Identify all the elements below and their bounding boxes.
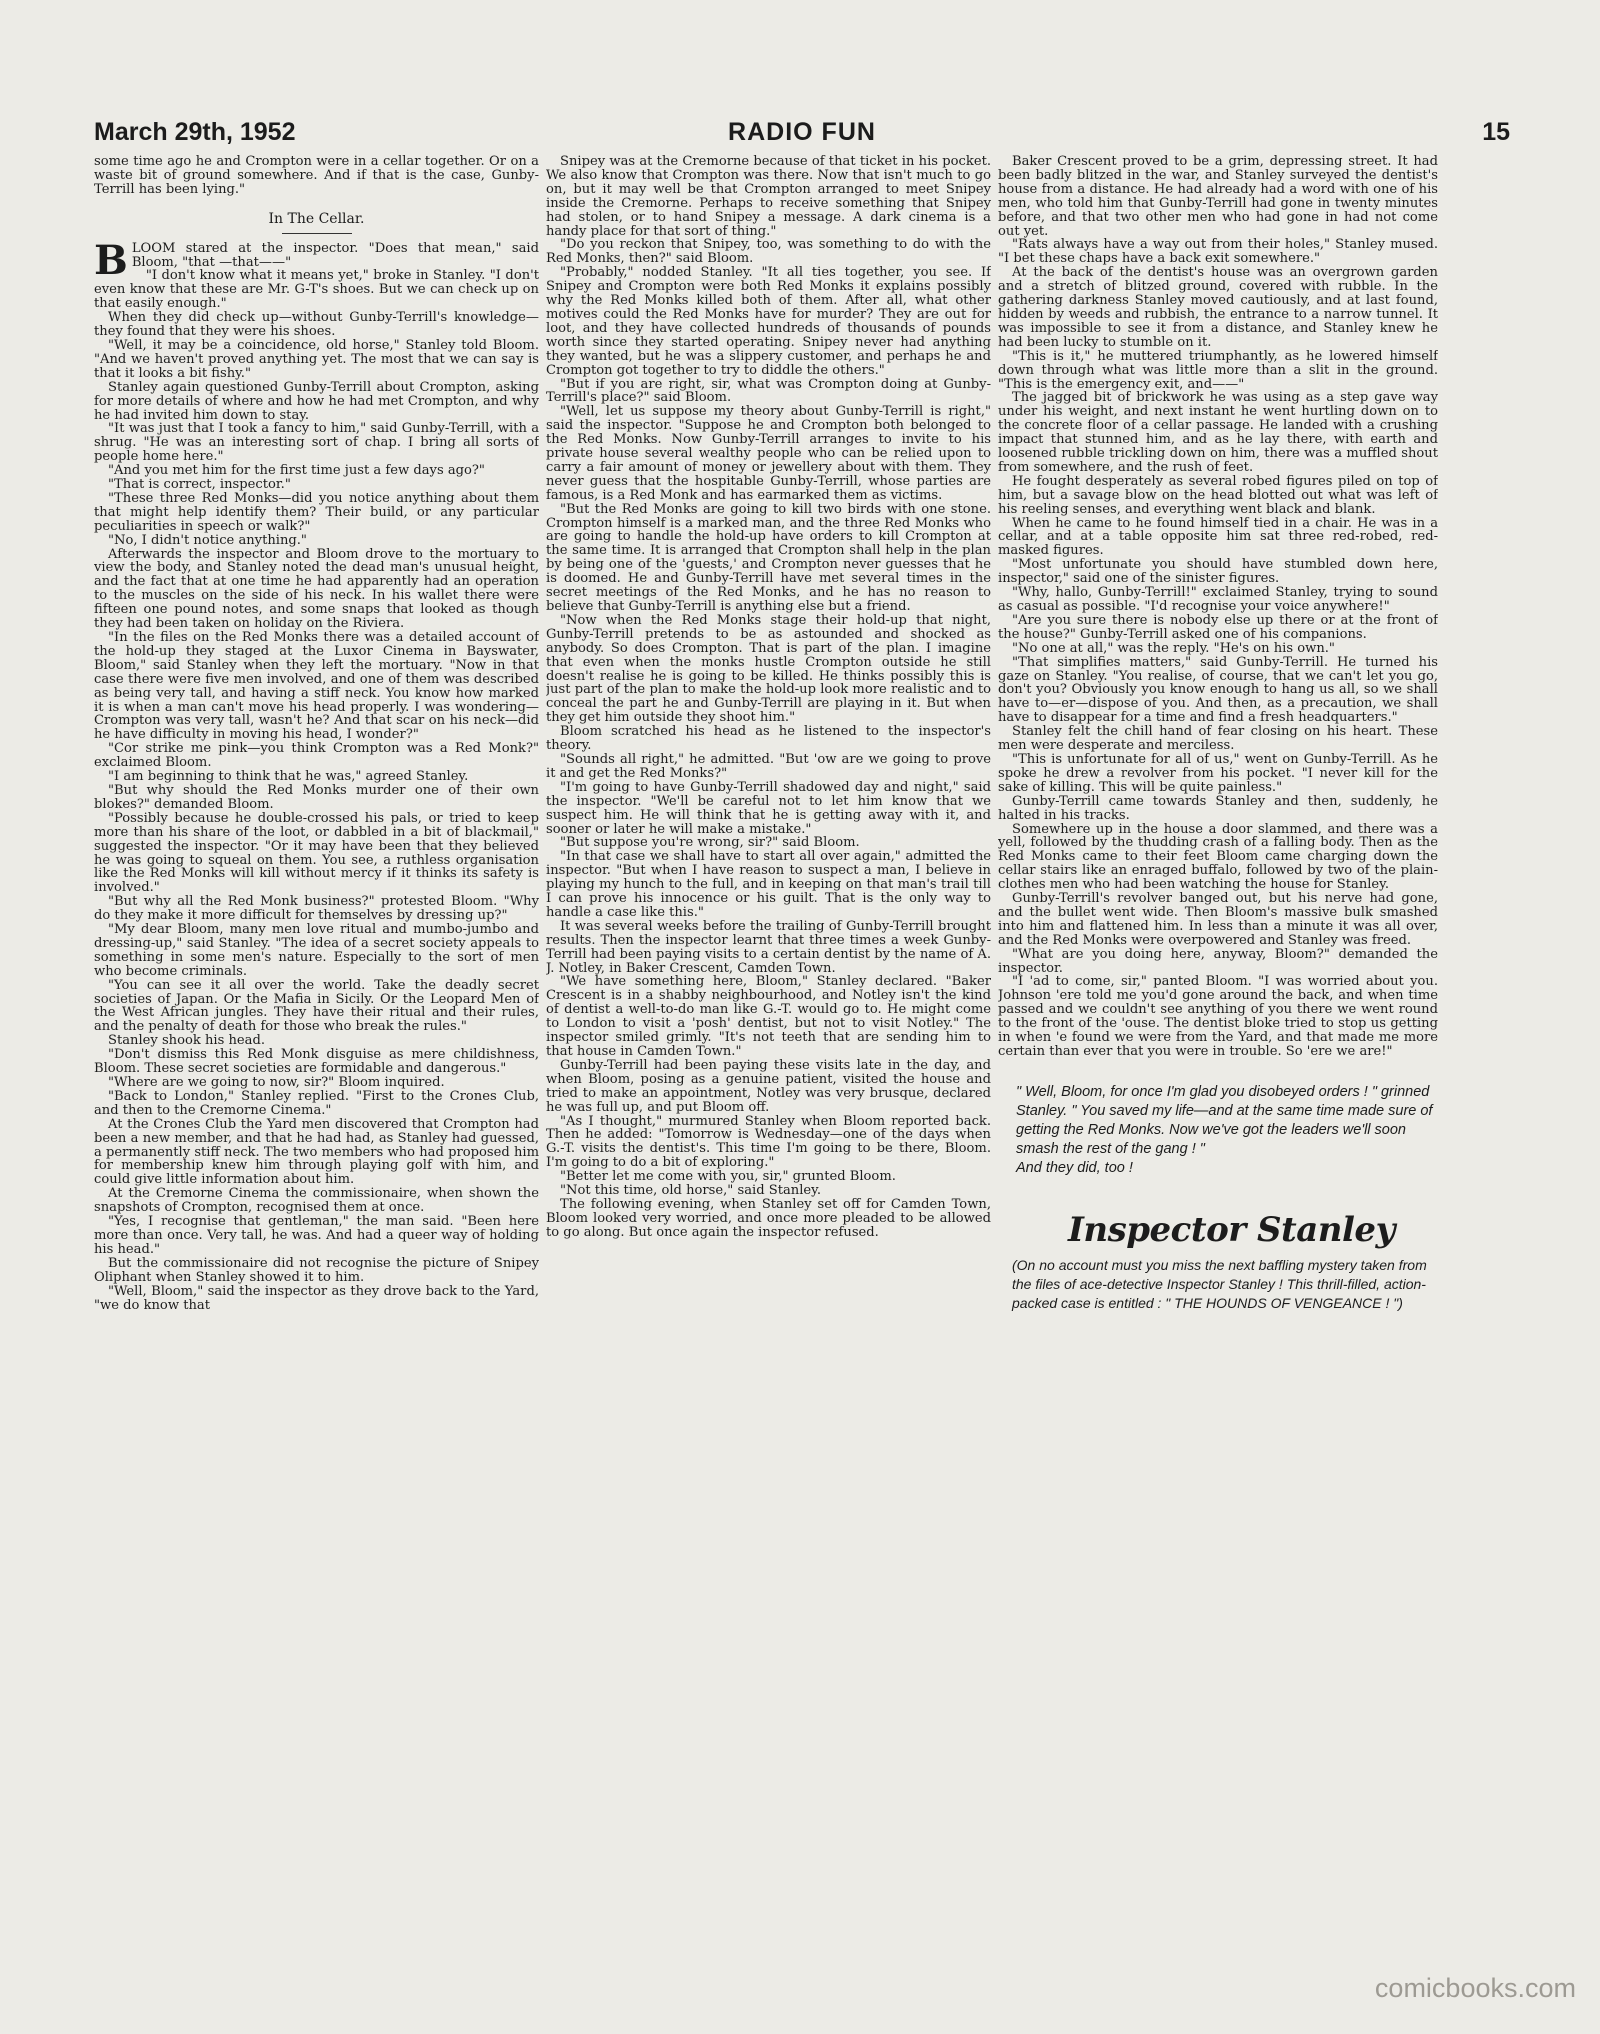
- article-paragraph: "Most unfortunate you should have stumbled down here, inspector," said one of the sinister figures.: [998, 557, 1438, 587]
- article-paragraph: Gunby-Terrill came towards Stanley and then, suddenly, he halted in his tracks.: [998, 793, 1438, 823]
- article-paragraph: Somewhere up in the house a door slammed, and there was a yell, followed by the thudding crash of a falling body. Then as the Red Monks came to their feet Bloom came charging down the cellar stairs like an enraged buffalo, followed by two of the plain-clothes men who had been watching the house for Stanley.: [998, 821, 1438, 893]
- article-paragraph: "I am beginning to think that he was," agreed Stanley.: [108, 769, 469, 785]
- article-paragraph: "Where are we going to now, sir?" Bloom inquired.: [108, 1075, 445, 1090]
- article-paragraph: "These three Red Monks—did you notice anything about them that might help identify them? Their build, or any particular peculiarities in speech or walk?": [94, 490, 539, 534]
- article-paragraph: Gunby-Terrill's revolver banged out, but his nerve had gone, and the bullet went wide. Then Bloom's massive bulk smashed into him and flattened him. In less than a minute it was all over, and the Red Monks were overpowered and Stanley was freed.: [998, 891, 1438, 948]
- article-paragraph: "Now when the Red Monks stage their hold-up that night, Gunby-Terrill pretends to be as astounded and shocked as anybody. So does Crompton. That is part of the plan. I imagine that even when the monks hustle Crompton outside he still doesn't realise he is going to be killed. He thinks possibly this is just part of the plan to make the hold-up look more realistic and to conceal the part he and Gunby-Terrill are playing in it. But when they get him outside they shoot him.": [546, 612, 991, 726]
- article-paragraph: "Why, hallo, Gunby-Terrill!" exclaimed Stanley, trying to sound as casual as possible. "I'd recognise your voice anywhere!": [998, 585, 1438, 614]
- article-paragraph: "What are you doing here, anyway, Bloom?" demanded the inspector.: [998, 946, 1438, 976]
- subheading-rule: [282, 233, 352, 234]
- column-1-body: [94, 269, 539, 1312]
- article-paragraph: It was several weeks before the trailing of Gunby-Terrill brought results. Then the inspector learnt that three times a week Gunby-Terrill had been paying visits to a certain dentist by the name of A. J. Notley, in Baker Crescent, Camden Town.: [546, 918, 991, 976]
- article-paragraph: When they did check up—without Gunby-Terrill's knowledge—they found that they were his shoes.: [94, 310, 539, 340]
- article-paragraph: "Better let me come with you, sir," grunted Bloom.: [560, 1169, 896, 1185]
- closing-quote: [1016, 1083, 1434, 1178]
- article-paragraph: "Do you reckon that Snipey, too, was something to do with the Red Monks, then?" said Bloom.: [546, 237, 991, 267]
- article-paragraph: "I don't know what it means yet," broke in Stanley. "I don't even know that these are Mr. G-T's shoes. But we can check up on that easily enough.": [94, 268, 539, 312]
- article-paragraph: Snipey was at the Cremorne because of that ticket in his pocket. We also know that Crompton was there. Now that isn't much to go on, but it may well be that Crompton arranged to meet Snipey inside the Cremorne. Perhaps to receive something that Snipey had stolen, or to hand Snipey a message. A dark cinema is a handy place for that sort of thing.": [546, 155, 991, 239]
- article-paragraph: The jagged bit of brickwork he was using as a step gave way under his weight, and next instant he went hurtling down on to the concrete floor of a cellar passage. He landed with a crushing impact that stunned him, and as he lay there, with earth and loosened rubble trickling down on him, there was a muffled shout from somewhere, and the rush of feet.: [998, 390, 1438, 475]
- article-paragraph: Stanley felt the chill hand of fear closing on his heart. These men were desperate and merciless.: [998, 724, 1438, 754]
- article-paragraph: "In that case we shall have to start all over again," admitted the inspector. "But when I have reason to suspect a man, I believe in playing my hunch to the full, and in keeping on that man's trail till I can prove his innocence or his guilt. That is the only way to handle a case like this.": [546, 849, 991, 920]
- article-paragraph: At the Crones Club the Yard men discovered that Crompton had been a new member, and that he had had, as Stanley had guessed, a permanently stiff neck. The two members who had proposed him for membership knew him through playing golf with him, and could give little information about him.: [94, 1116, 539, 1188]
- article-paragraph: "Cor strike me pink—you think Crompton was a Red Monk?" exclaimed Bloom.: [94, 741, 539, 771]
- drop-cap-paragraph: [94, 236, 539, 284]
- article-paragraph: But the commissionaire did not recognise the picture of Snipey Oliphant when Stanley showed it to him.: [94, 1255, 539, 1285]
- article-paragraph: "No one at all," was the reply. "He's on his own.": [1012, 640, 1335, 656]
- article-paragraph: "We have something here, Bloom," Stanley declared. "Baker Crescent is in a shabby neighbourhood, and Notley isn't the kind of dentist a well-to-do man like G.-T. would go to. He might come to London to visit a 'posh' dentist, but not to visit Notley." The inspector smiled grimly. "It's not teeth that are sending him to that house in Camden Town.": [546, 974, 991, 1059]
- article-paragraph: "No, I didn't notice anything.": [108, 532, 307, 548]
- page-header: [94, 112, 1510, 152]
- column-1-lead: some time ago he and Crompton were in a cellar together. Or on a waste bit of ground somewhere. And if that is the case, Gunby-Terrill has been lying.": [94, 155, 539, 197]
- article-paragraph: Stanley shook his head.: [108, 1033, 266, 1049]
- drop-cap: B: [94, 236, 128, 284]
- article-paragraph: "But why all the Red Monk business?" protested Bloom. "Why do they make it more difficult for themselves by dressing up?": [94, 894, 539, 924]
- article-paragraph: "Don't dismiss this Red Monk disguise as mere childishness, Bloom. These secret societies are formidable and dangerous.": [94, 1047, 539, 1077]
- article-paragraph: Bloom scratched his head as he listened to the inspector's theory.: [546, 724, 991, 754]
- article-paragraph: He fought desperately as several robed figures piled on top of him, but a savage blow on the head blotted out what was left of his reeling senses, and everything went black and blank.: [998, 473, 1438, 517]
- article-paragraph: "I 'ad to come, sir," panted Bloom. "I was worried about you. Johnson 'ere told me you'd gone around the back, and when time passed and we couldn't see anything of you there we went round to the front of the 'ouse. The dentist bloke tried to stop us getting in when 'e found we were from the Yard, and that made me more certain than ever that you were in trouble. So 'ere we are!": [998, 974, 1438, 1059]
- article-paragraph: Baker Crescent proved to be a grim, depressing street. It had been badly blitzed in the war, and Stanley surveyed the dentist's house from a distance. He had already had a word with one of his men, who told him that Gunby-Terrill had gone in twenty minutes before, and that two other men who had gone in had not come out yet.: [998, 155, 1438, 239]
- article-paragraph: The following evening, when Stanley set off for Camden Town, Bloom looked very worried, and once more pleaded to be allowed to go along. But once again the inspector refused.: [546, 1196, 991, 1240]
- article-paragraph: "Are you sure there is nobody else up there or at the front of the house?" Gunby-Terrill asked one of his companions.: [998, 612, 1438, 642]
- article-paragraph: "Well, Bloom," said the inspector as they drove back to the Yard, "we do know that: [94, 1283, 539, 1313]
- article-paragraph: "Rats always have a way out from their holes," Stanley mused. "I bet these chaps have a back exit somewhere.": [998, 237, 1438, 267]
- column-2-body: [546, 155, 991, 1240]
- article-paragraph: "Yes, I recognise that gentleman," the man said. "Been here more than once. Very tall, he was. And had a queer way of holding his head.": [94, 1214, 539, 1257]
- article-columns: [94, 155, 1514, 1915]
- column-3-body: [998, 155, 1438, 1059]
- article-paragraph: "This is unfortunate for all of us," went on Gunby-Terrill. As he spoke he drew a revolver from his pocket. "I never kill for the sake of killing. This will be quite painless.": [998, 751, 1438, 795]
- article-paragraph: When he came to he found himself tied in a chair. He was in a cellar, and at a table opposite him sat three red-robed, red-masked figures.: [998, 515, 1438, 559]
- article-paragraph: "That simplifies matters," said Gunby-Terrill. He turned his gaze on Stanley. "You realise, of course, that we can't let you go, don't you? Obviously you know enough to hang us all, so we shall have to—er—dispose of you. And then, as a precaution, we shall have to disappear for a time and find a fresh headquarters.": [998, 654, 1438, 726]
- article-paragraph: "But if you are right, sir, what was Crompton doing at Gunby-Terrill's place?" said Bloom.: [546, 376, 991, 406]
- article-paragraph: "But why should the Red Monks murder one of their own blokes?" demanded Bloom.: [94, 782, 539, 812]
- column-1: [94, 155, 539, 1915]
- column-2: [546, 155, 991, 1915]
- article-paragraph: "Not this time, old horse," said Stanley.: [560, 1183, 821, 1199]
- article-paragraph: "I'm going to have Gunby-Terrill shadowed day and night," said the inspector. "We'll be careful not to let him know that we suspect him. He will think that he is getting away with it, and sooner or later he will make a mistake.": [546, 779, 991, 837]
- article-paragraph: Stanley again questioned Gunby-Terrill about Crompton, asking for more details of where and how he had met Crompton, and why he had invited him down to stay.: [94, 379, 539, 423]
- article-paragraph: "Sounds all right," he admitted. "But 'ow are we going to prove it and get the Red Monks?": [546, 751, 991, 781]
- article-paragraph: Afterwards the inspector and Bloom drove to the mortuary to view the body, and Stanley noted the dead man's unusual height, and the fact that at one time he had apparently had an operation to the muscles on the side of his neck. In his wallet there were fifteen one pound notes, and some snaps that looked as though they had been taken on holiday on the Riviera.: [94, 546, 539, 632]
- article-paragraph: "In the files on the Red Monks there was a detailed account of the hold-up they staged at the Luxor Cinema in Bayswater, Bloom," said Stanley when they left the mortuary. "Now in that case there were five men involved, and one of them was described as being very tall, and having a stiff neck. You know how marked it is when a man can't move his head properly. I was wondering—Crompton was very tall, wasn't he? And that scar on his neck—did he have difficulty in moving his head, I wonder?": [94, 630, 539, 743]
- article-paragraph: "You can see it all over the world. Take the deadly secret societies of Japan. Or the Mafia in Sicily. Or the Leopard Men of the West African jungles. They have their ritual and their rules, and the penalty of death for those who break the rules.": [94, 977, 539, 1035]
- article-paragraph: "Possibly because he double-crossed his pals, or tried to keep more than his share of the loot, or dabbled in a bit of blackmail," suggested the inspector. "Or it may have been that they believed he was going to squeal on them. You see, a ruthless organisation like the Red Monks will kill without mercy if it thinks its safety is involved.": [94, 810, 539, 896]
- page-number: 15: [1482, 118, 1510, 146]
- article-paragraph: "Probably," nodded Stanley. "It all ties together, you see. If Snipey and Crompton were both Red Monks it explains possibly why the Red Monks killed both of them. After all, what other motives could the Red Monks have for murder? They are out for loot, and they have collected hundreds of thousands of pounds worth since they started operating. Snipey never had anything they wanted, but he was a slippery customer, and perhaps he and Crompton got together to try to diddle the others.": [546, 265, 991, 378]
- article-paragraph: "And you met him for the first time just a few days ago?": [108, 463, 485, 479]
- article-paragraph: "As I thought," murmured Stanley when Bloom reported back. Then he added: "Tomorrow is Wednesday—one of the days when G.-T. visits the dentist's. This time I'm going to be there, Bloom. I'm going to do a bit of exploring.": [546, 1113, 991, 1171]
- article-paragraph: "But suppose you're wrong, sir?" said Bloom.: [560, 835, 860, 851]
- article-paragraph: "It was just that I took a fancy to him," said Gunby-Terrill, with a shrug. "He was an interesting sort of chap. I bring all sorts of people home here.": [94, 421, 539, 465]
- closing-quote-text: " Well, Bloom, for once I'm glad you disobeyed orders ! " grinned Stanley. " You saved my life—and at the same time made sure of getting the Red Monks. Now we've got the leaders we'll soon smash the rest of the gang ! ": [1016, 1083, 1433, 1157]
- issue-date: March 29th, 1952: [94, 118, 296, 146]
- article-paragraph: "This is it," he muttered triumphantly, as he lowered himself down through what was little more than a slit in the ground. "This is the emergency exit, and——": [998, 348, 1438, 392]
- magazine-title: RADIO FUN: [728, 118, 876, 146]
- watermark: comicbooks.com: [1374, 1973, 1576, 2003]
- article-paragraph: "My dear Bloom, many men love ritual and mumbo-jumbo and dressing-up," said Stanley. "The idea of a secret society appeals to something in some men's nature. Especially to the sort of men who become criminals.: [94, 922, 539, 979]
- section-subheading: In The Cellar.: [268, 210, 365, 227]
- article-paragraph: "But the Red Monks are going to kill two birds with one stone. Crompton himself is a marked man, and the three Red Monks who are going to handle the hold-up have orders to kill Crompton at the same time. It is arranged that Crompton shall help in the plan by being one of the 'guests,' and Crompton never guesses that he is doomed. He and Gunby-Terrill have met several times in the secret meetings of the Red Monks, and he has no reason to believe that Gunby-Terrill is anything else but a friend.: [546, 501, 991, 614]
- column-3: [998, 155, 1438, 1915]
- signature: Inspector Stanley: [1068, 1209, 1395, 1250]
- drop-cap-text: LOOM stared at the inspector. "Does that mean," said Bloom, "that —that——": [131, 240, 539, 270]
- closing-line: And they did, too !: [1016, 1159, 1133, 1176]
- article-paragraph: Gunby-Terrill had been paying these visits late in the day, and when Bloom, posing as a genuine patient, visited the house and tried to make an appointment, Notley was very brusque, declared he was full up, and put Bloom off.: [546, 1057, 991, 1115]
- article-paragraph: At the back of the dentist's house was an overgrown garden and a stretch of blitzed ground, covered with rubble. In the gathering darkness Stanley moved cautiously, and at last found, hidden by weeds and rubbish, the entrance to a narrow tunnel. It was impossible to see it from a distance, and Stanley knew he had been lucky to stumble on it.: [998, 265, 1438, 350]
- article-paragraph: "Well, let us suppose my theory about Gunby-Terrill is right," said the inspector. "Suppose he and Crompton both belonged to the Red Monks. Now Gunby-Terrill arranges to invite to his private house several wealthy people who can be relied upon to carry a fair amount of money or jewellery about with them. They never guess that the hospitable Gunby-Terrill, whose parties are famous, is a Red Monk and has earmarked them as victims.: [546, 404, 991, 503]
- next-issue-note: (On no account must you miss the next baffling mystery taken from the files of ace-detective Inspector Stanley ! This thrill-filled, action-packed case is entitled : " THE HOUNDS OF VENGEANCE ! "): [1012, 1256, 1427, 1311]
- article-paragraph: "That is correct, inspector.": [108, 477, 291, 493]
- article-paragraph: At the Cremorne Cinema the commissionaire, when shown the snapshots of Crompton, recognised them at once.: [94, 1186, 539, 1216]
- article-paragraph: "Well, it may be a coincidence, old horse," Stanley told Bloom. "And we haven't proved anything yet. The most that we can say is that it looks a bit fishy.": [94, 337, 539, 381]
- article-paragraph: "Back to London," Stanley replied. "First to the Crones Club, and then to the Cremorne Cinema.": [94, 1088, 539, 1118]
